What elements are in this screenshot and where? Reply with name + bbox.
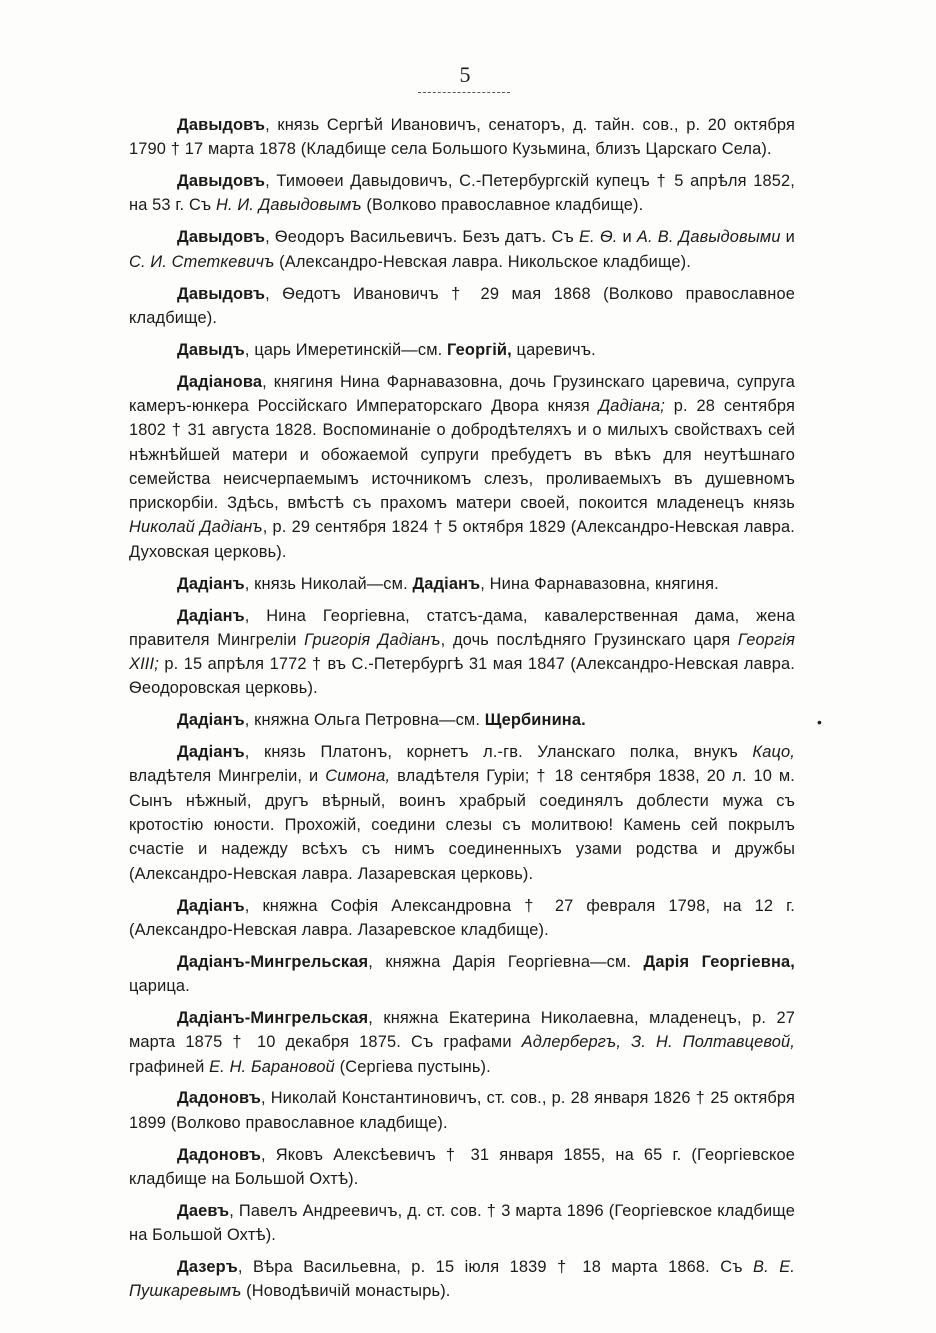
entry-headword: Дазеръ (177, 1257, 238, 1276)
entry-italic-name: В. Е. Пушкаревымъ (129, 1257, 796, 1301)
entry-text: и (780, 228, 795, 247)
entry-headword: Дадіанъ (177, 896, 245, 915)
entry-text: (Волково православное кладбище). (361, 196, 644, 215)
entry-headword: Дадіанъ (412, 574, 481, 593)
entry-italic-name: Николай Дадіанъ (129, 518, 263, 537)
entry-text: , Павелъ Андреевичъ, д. ст. сов. † 3 марта 1896 (Георгіевское кладбище на Большой Охтѣ). (129, 1201, 795, 1245)
entry-paragraph (129, 1143, 795, 1192)
entry-paragraph (129, 894, 795, 943)
entry-headword: Щербинина. (484, 711, 586, 730)
entry-italic-name: Дадіана; (598, 396, 665, 415)
entry-italic-name: А. В. Давыдовыми (636, 228, 781, 247)
entry-headword: Давыдовъ (177, 228, 266, 247)
entry-text: , князь Сергѣй Ивановичъ, сенаторъ, д. тайн. сов., р. 20 октября 1790 † 17 марта 1878 (Кладбище села Большого Кузьмина, близъ Царскаго Села). (129, 116, 795, 159)
entry-italic-name: Е. Н. Барановой (209, 1057, 335, 1076)
entry-text: графиней (129, 1057, 210, 1076)
entries-list (129, 113, 795, 1311)
entry-italic-name: Григорія Дадіанъ (304, 630, 441, 649)
entry-text: , Вѣра Васильевна, р. 15 іюля 1839 † 18 марта 1868. Съ (237, 1257, 754, 1276)
entry-text: , княжна Ольга Петровна—см. (244, 711, 485, 730)
entry-headword: Давыдовъ (177, 284, 266, 303)
entry-text: владѣтеля Гуріи; † 18 сентября 1838, 20 л. 10 м. Сынъ нѣжный, другъ вѣрный, воинъ храбрый соединялъ доблести мужа съ кротостію юности. Прохожій, соедини слезы съ молитвою! Камень сей покрылъ счастіе и надежду всѣхъ съ нимъ соединенныхъ узами родства и дружбы (Александро-Невская лавра. Лазаревская церковь). (129, 767, 795, 883)
entry-headword: Дадіанъ (177, 606, 245, 625)
entry-text: , Нина Фарнавазовна, княгиня. (480, 574, 719, 593)
entry-text: р. 28 сентября 1802 † 31 августа 1828. Воспоминаніе о добродѣтеляхъ и о милыхъ свойствахъ сей нѣжнѣйшей матери и обожаемой супруги пребудетъ въ вѣкъ для неутѣшнаго семейства неисчерпаемымъ источникомъ слезъ, проливаемыхъ въ душевномъ прискорбіи. Здѣсь, вмѣстѣ съ прахомъ матери своей, покоится младенецъ князь (129, 396, 795, 513)
entry-paragraph (129, 113, 795, 162)
entry-text: царевичъ. (511, 340, 596, 359)
entry-text: (Сергіева пустынь). (334, 1057, 491, 1076)
entry-italic-name: Симона, (325, 767, 391, 786)
entry-paragraph (129, 1006, 795, 1079)
stray-dot-mark: • (817, 714, 822, 730)
entry-paragraph (129, 338, 795, 362)
entry-text: , Тимоѳеи Давыдовичъ, С.-Петербургскій купецъ † 5 апрѣля 1852, на 53 г. Съ (129, 172, 795, 215)
entry-italic-name: Е. Ѳ. (578, 228, 618, 247)
entry-text: , Ѳедотъ Ивановичъ † 29 мая 1868 (Волково православное кладбище). (129, 284, 795, 327)
entry-text: , Яковъ Алексѣевичъ † 31 января 1855, на 65 г. (Георгіевское кладбище на Большой Охтѣ). (129, 1145, 795, 1188)
entry-text: и (617, 228, 637, 247)
entry-headword: Дадіанова (177, 372, 263, 391)
entry-text: , княгиня Нина Фарнавазовна, дочь Грузинскаго царевича, супруга камеръ-юнкера Россійскаго Императорскаго Двора князя (129, 372, 795, 415)
entry-text: , князь Николай—см. (244, 574, 413, 593)
entry-italic-name: Адлербергъ, З. Н. Полтавцевой, (521, 1033, 796, 1052)
entry-text: , Ѳеодоръ Васильевичъ. Безъ датъ. Съ (265, 228, 579, 247)
entry-text: , княжна Дарія Георгіевна—см. (368, 952, 644, 971)
entry-paragraph (129, 604, 795, 701)
entry-headword: Давыдъ (177, 340, 245, 359)
entry-paragraph (129, 1199, 795, 1248)
entry-text: , княжна Софія Александровна † 27 февраля 1798, на 12 г. (Александро-Невская лавра. Лазаревское кладбище). (129, 896, 795, 939)
entry-italic-name: С. И. Стеткевичъ (129, 252, 275, 271)
entry-paragraph (129, 950, 795, 999)
entry-paragraph (129, 1255, 795, 1304)
entry-italic-name: Н. И. Давыдовымъ (216, 196, 362, 215)
entry-headword: Даевъ (177, 1201, 230, 1220)
entry-text: (Новодѣвичій монастырь). (241, 1282, 451, 1301)
page-number: 5 (459, 62, 471, 87)
entry-headword: Давыдовъ (177, 116, 266, 134)
entry-text: , княжна Екатерина Николаевна, младенецъ, р. 27 марта 1875 † 10 декабря 1875. Съ графами (129, 1008, 795, 1052)
entry-text: , Нина Георгіевна, статсъ-дама, кавалерственная дама, жена правителя Мингреліи (129, 606, 795, 649)
entry-paragraph (129, 169, 795, 218)
entry-headword: Георгій, (447, 340, 512, 359)
entry-headword: Давыдовъ (177, 172, 266, 191)
entry-paragraph (129, 225, 795, 274)
entry-headword: Дарія Георгіевна, (643, 952, 795, 971)
entry-text: , дочь послѣдняго Грузинскаго царя (440, 630, 738, 649)
entry-paragraph (129, 572, 795, 596)
entry-text: , р. 29 сентября 1824 † 5 октября 1829 (Александро-Невская лавра. Духовская церковь). (129, 518, 796, 561)
entry-text: , Николай Константиновичъ, ст. сов., р. 28 января 1826 † 25 октября 1899 (Волково православное кладбище). (129, 1089, 795, 1132)
entry-text: р. 15 апрѣля 1772 † въ С.-Петербургѣ 31 мая 1847 (Александро-Невская лавра. Ѳеодоровская церковь). (129, 655, 795, 698)
entry-headword: Дадіанъ (177, 743, 245, 762)
entry-text: , князь Платонъ, корнетъ л.-гв. Уланскаго полка, внукъ (244, 743, 753, 762)
entry-headword: Дадоновъ (177, 1145, 261, 1164)
entry-headword: Дадіанъ-Мингрельская (177, 1008, 369, 1027)
entry-paragraph (129, 282, 795, 331)
entry-paragraph (129, 370, 795, 564)
entry-paragraph (129, 708, 795, 732)
entry-text: (Александро-Невская лавра. Никольское кладбище). (274, 252, 691, 271)
entry-headword: Дадіанъ (177, 711, 245, 730)
entry-text: царица. (129, 977, 190, 996)
entry-text: , царь Имеретинскій—см. (244, 340, 448, 359)
entry-paragraph (129, 1086, 795, 1135)
entry-headword: Дадоновъ (177, 1089, 261, 1108)
entry-italic-name: Георгія XIII; (129, 630, 795, 674)
entry-headword: Дадіанъ-Мингрельская (177, 952, 369, 971)
entry-headword: Дадіанъ (177, 574, 245, 593)
page-number-rule (418, 92, 510, 93)
entry-italic-name: Кацо, (752, 743, 795, 762)
entry-paragraph (129, 740, 795, 886)
entry-text: владѣтеля Мингреліи, и (129, 767, 326, 786)
